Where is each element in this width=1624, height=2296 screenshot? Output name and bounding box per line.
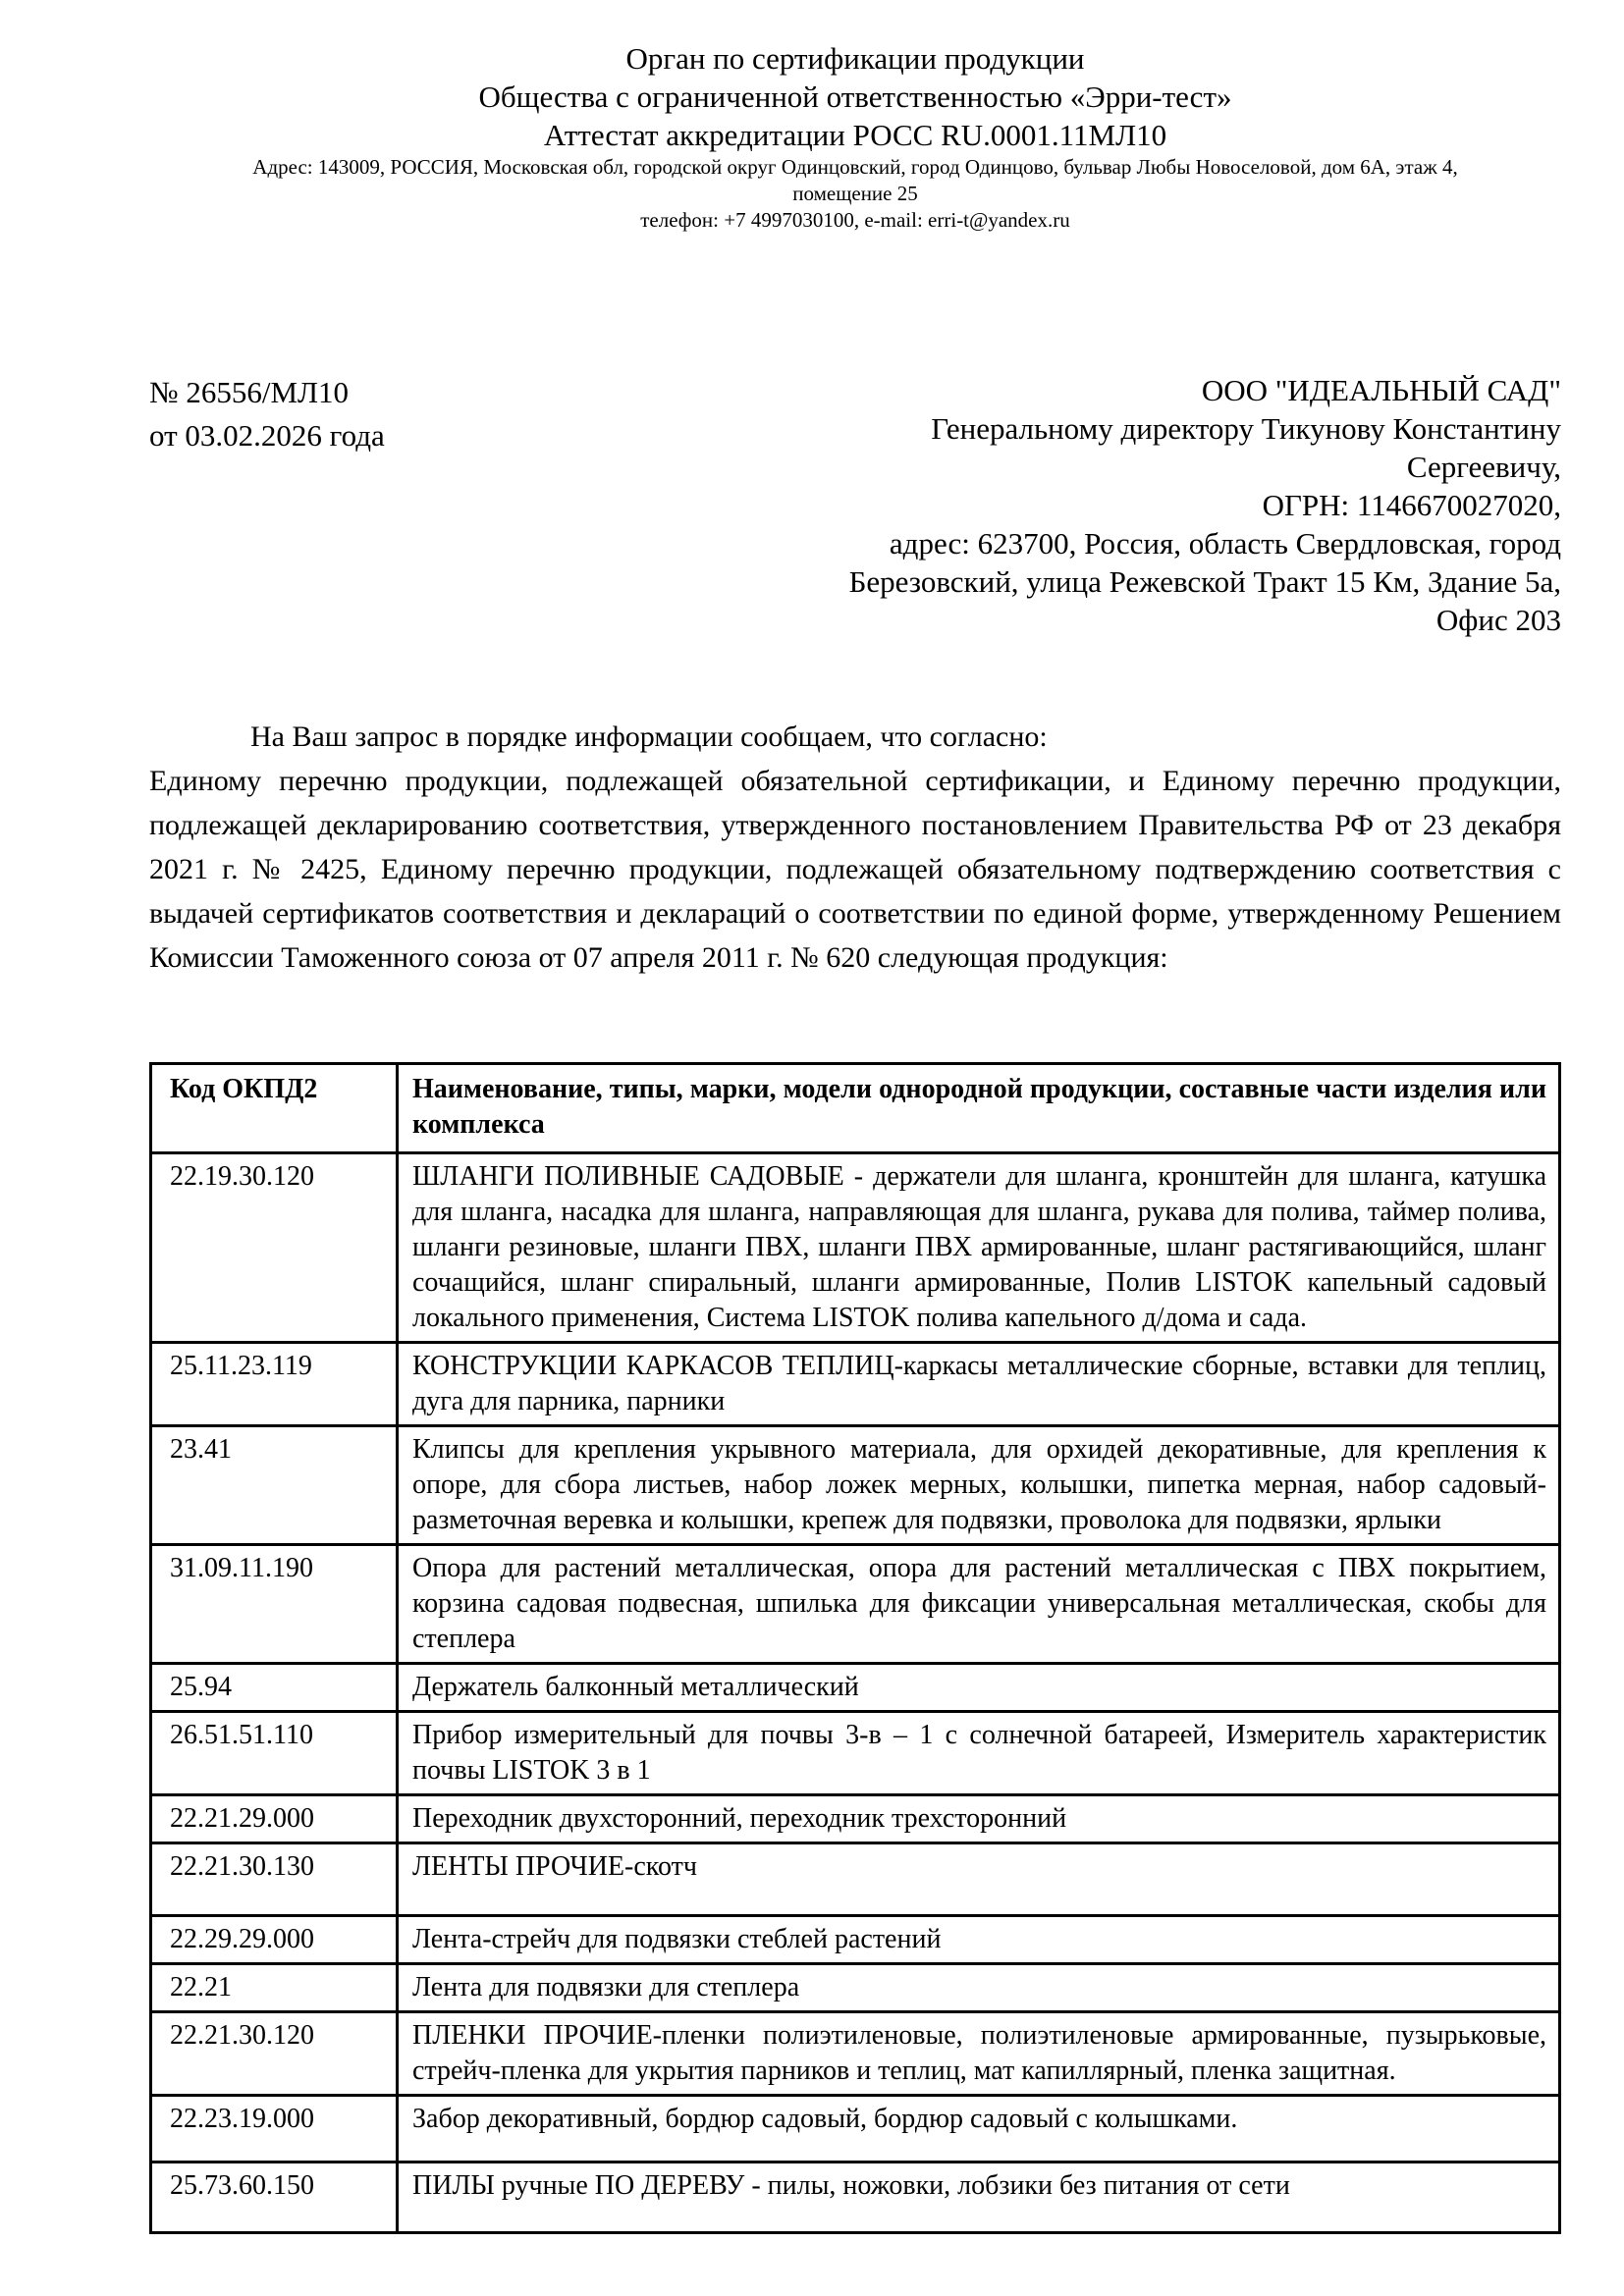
row-code-cell: 23.41 (151, 1426, 398, 1545)
recipient-line: Березовский, улица Режевской Тракт 15 Км, Здание 5а, (848, 564, 1561, 599)
row-code-cell: 22.29.29.000 (151, 1916, 398, 1964)
table-row (151, 2096, 1560, 2163)
table-header-row (151, 1064, 1560, 1153)
product-table (149, 1062, 1561, 2234)
recipient-line: Генеральному директору Тикунову Константину (931, 411, 1561, 446)
row-name-cell: ПИЛЫ ручные ПО ДЕРЕВУ - пилы, ножовки, лобзики без питания от сети (398, 2163, 1560, 2233)
recipient-line: Офис 203 (1435, 603, 1561, 637)
body-paragraph: Единому перечню продукции, подлежащей обязательной сертификации, и Единому перечню продукции, подлежащей декларированию соответствия, утвержденного постановлением Правительства РФ от 23 декабря 2021 г. № 2425, Единому перечню продукции, подлежащей обязательному подтверждению соответствия с выдачей сертификатов соответствия и деклараций о соответствии по единой форме, утвержденному Решением Комиссии Таможенного союза от 07 апреля 2011 г. № 620 следующая продукция: (149, 765, 1561, 974)
table-row (151, 1426, 1560, 1545)
row-code-cell: 22.21.30.130 (151, 1843, 398, 1916)
row-code-cell: 22.21.30.120 (151, 2012, 398, 2096)
row-name-cell: ПЛЕНКИ ПРОЧИЕ-пленки полиэтиленовые, полиэтиленовые армированные, пузырьковые, стрейч-пленка для укрытия парников и теплиц, мат капиллярный, пленка защитная. (398, 2012, 1560, 2096)
row-code-cell: 22.21 (151, 1964, 398, 2012)
row-code-cell: 25.11.23.119 (151, 1343, 398, 1426)
table-header-name: Наименование, типы, марки, модели однородной продукции, составные части изделия или комплекса (398, 1064, 1560, 1153)
recipient-line: адрес: 623700, Россия, область Свердловская, город (889, 526, 1561, 561)
table-row (151, 1843, 1560, 1916)
org-title-line1: Орган по сертификации продукции (625, 41, 1085, 76)
org-address-line2: помещение 25 (792, 182, 918, 205)
org-contact-line: телефон: +7 4997030100, e-mail: erri-t@yandex.ru (640, 208, 1070, 232)
row-code-cell: 31.09.11.190 (151, 1545, 398, 1664)
row-name-cell: Опора для растений металлическая, опора для растений металлическая с ПВХ покрытием, корзина садовая подвесная, шпилька для фиксации универсальная металлическая, скобы для степлера (398, 1545, 1560, 1664)
reference-block (149, 371, 385, 457)
table-row (151, 1153, 1560, 1343)
row-name-cell: Клипсы для крепления укрывного материала, для орхидей декоративные, для крепления к опоре, для сбора листьев, набор ложек мерных, колышки, пипетка мерная, набор садовый-разметочная веревка и колышки, крепеж для подвязки, проволока для подвязки, ярлыки (398, 1426, 1560, 1545)
row-name-cell: ЛЕНТЫ ПРОЧИЕ-скотч (398, 1843, 1560, 1916)
table-row (151, 1964, 1560, 2012)
row-code-cell: 22.21.29.000 (151, 1795, 398, 1843)
row-code-cell: 25.73.60.150 (151, 2163, 398, 2233)
row-name-cell: Переходник двухсторонний, переходник трехсторонний (398, 1795, 1560, 1843)
letterhead (149, 39, 1561, 234)
row-code-cell: 22.23.19.000 (151, 2096, 398, 2163)
product-table-head (151, 1064, 1560, 1153)
recipient-line: Сергеевичу, (1406, 450, 1561, 484)
row-code-cell: 22.19.30.120 (151, 1153, 398, 1343)
recipient-line: ОГРН: 1146670027020, (1262, 488, 1561, 522)
org-title-line2: Общества с ограниченной ответственностью «Эрри-тест» (478, 80, 1232, 114)
table-row (151, 2012, 1560, 2096)
row-code-cell: 25.94 (151, 1664, 398, 1712)
row-name-cell: КОНСТРУКЦИИ КАРКАСОВ ТЕПЛИЦ-каркасы металлические сборные, вставки для теплиц, дуга для парника, парники (398, 1343, 1560, 1426)
row-name-cell: Держатель балконный металлический (398, 1664, 1560, 1712)
product-table-body (151, 1153, 1560, 2233)
row-name-cell: ШЛАНГИ ПОЛИВНЫЕ САДОВЫЕ - держатели для шланга, кронштейн для шланга, катушка для шланга, насадка для шланга, направляющая для шланга, рукава для полива, таймер полива, шланги резиновые, шланги ПВХ, шланги ПВХ армированные, шланг растягивающийся, шланг сочащийся, шланг спиральный, шланги армированные, Полив LISTOK капельный садовый локального применения, Система LISTOK полива капельного д/дома и сада. (398, 1153, 1560, 1343)
table-row (151, 1916, 1560, 1964)
row-code-cell: 26.51.51.110 (151, 1712, 398, 1795)
recipient-block (491, 371, 1561, 639)
row-name-cell: Лента-стрейч для подвязки стеблей растений (398, 1916, 1560, 1964)
table-row (151, 1545, 1560, 1664)
table-row (151, 1795, 1560, 1843)
table-row (151, 1664, 1560, 1712)
reference-date: от 03.02.2026 года (149, 418, 385, 453)
row-name-cell: Прибор измерительный для почвы 3-в – 1 с солнечной батареей, Измеритель характеристик почвы LISTOK 3 в 1 (398, 1712, 1560, 1795)
row-name-cell: Лента для подвязки для степлера (398, 1964, 1560, 2012)
table-row (151, 1343, 1560, 1426)
table-row (151, 2163, 1560, 2233)
accreditation-line: Аттестат аккредитации РОСС RU.0001.11МЛ10 (543, 118, 1167, 152)
table-header-code: Код ОКПД2 (151, 1064, 398, 1153)
recipient-line: ООО "ИДЕАЛЬНЫЙ САД" (1201, 373, 1561, 407)
table-row (151, 1712, 1560, 1795)
row-name-cell: Забор декоративный, бордюр садовый, бордюр садовый с колышками. (398, 2096, 1560, 2163)
body-intro: На Ваш запрос в порядке информации сообщаем, что согласно: (250, 721, 1048, 753)
org-address-line1: Адрес: 143009, РОССИЯ, Московская обл, городской округ Одинцовский, город Одинцово, бульвар Любы Новоселовой, дом 6А, этаж 4, (252, 155, 1458, 179)
reference-number: № 26556/МЛ10 (149, 375, 350, 409)
